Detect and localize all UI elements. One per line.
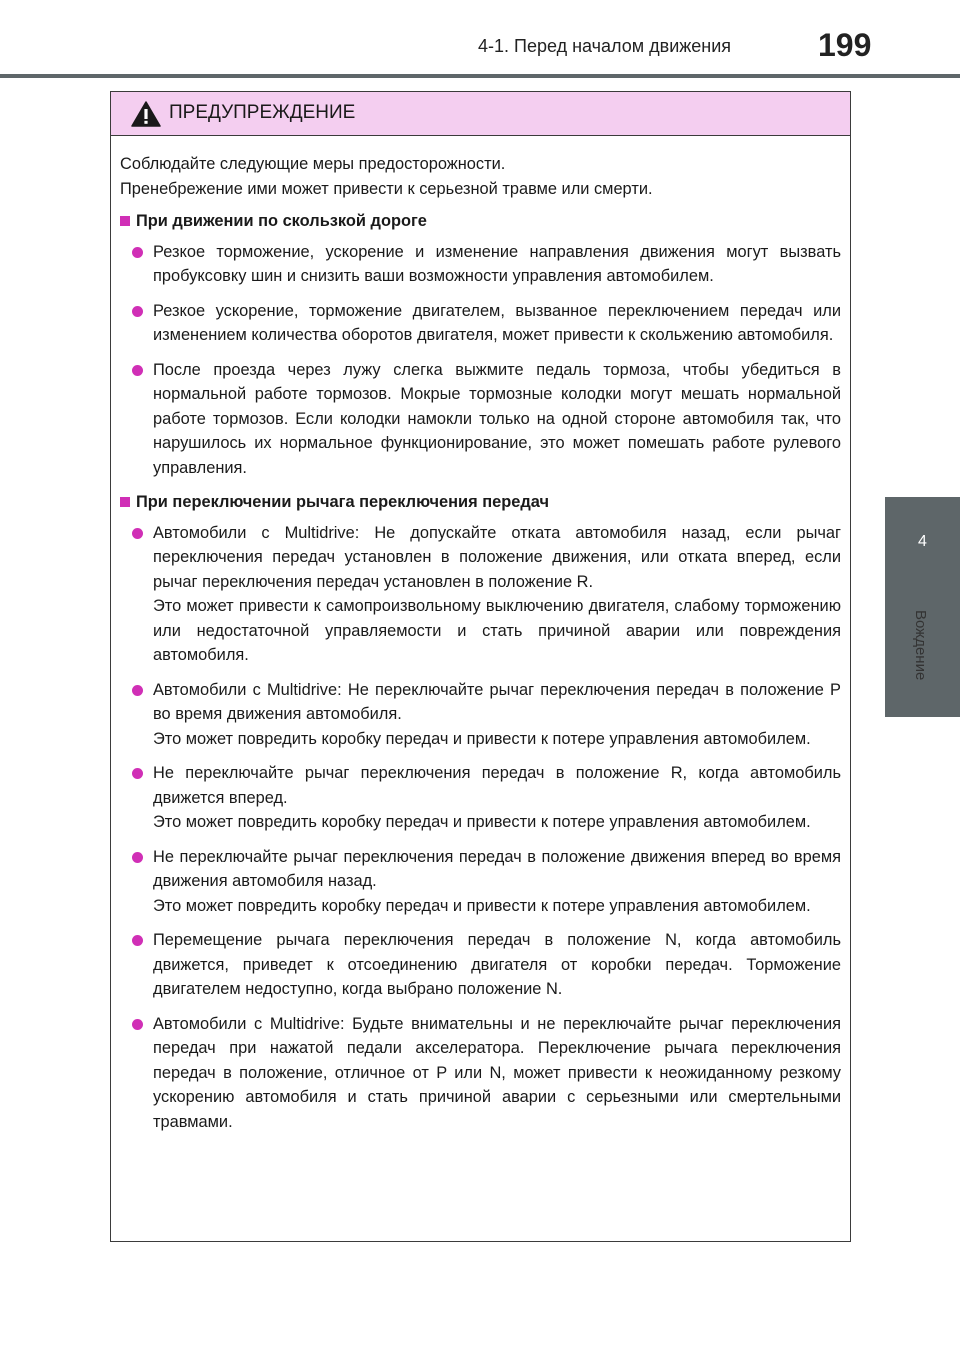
- warning-body: [111, 136, 850, 1134]
- bullet-consequence: Это может повредить коробку передач и привести к потере управления автомобилем.: [153, 896, 811, 915]
- chapter-tab: [885, 497, 960, 717]
- header-rule: [0, 74, 960, 78]
- bullet-dot-icon: [132, 528, 143, 539]
- bullet-item: [120, 358, 841, 481]
- bullet-dot-icon: [132, 1019, 143, 1030]
- bullet-text: Резкое ускорение, торможение двигателем, вызванное переключением передач или изменением количества оборотов двигателя, может привести к скольжению автомобиля.: [153, 301, 841, 344]
- bullet-dot-icon: [132, 852, 143, 863]
- section-heading-text: При движении по скользкой дороге: [136, 212, 427, 230]
- bullet-item: [120, 678, 841, 752]
- bullet-item: [120, 240, 841, 289]
- bullet-dot-icon: [132, 685, 143, 696]
- section-heading: [120, 209, 841, 234]
- bullet-dot-icon: [132, 935, 143, 946]
- bullet-dot-icon: [132, 306, 143, 317]
- page-number: 199: [818, 27, 872, 63]
- bullet-text: Автомобили с Multidrive: Будьте внимательны и не переключайте рычаг переключения передач при нажатой педали акселератора. Переключение рычага переключения передач в положение, отличное от P или N, может привести к неожиданному резкому ускорению автомобиля и стать причиной аварии с серьезными или смертельными травмами.: [153, 1014, 841, 1131]
- warning-box: [110, 91, 851, 1242]
- bullet-consequence: Это может повредить коробку передач и привести к потере управления автомобилем.: [153, 813, 811, 831]
- bullet-dot-icon: [132, 768, 143, 779]
- section-heading: [120, 490, 841, 515]
- bullet-text: Автомобили с Multidrive: Не переключайте рычаг переключения передач в положение P во время движения автомобиля.: [153, 680, 841, 723]
- bullet-item: [120, 1012, 841, 1135]
- section-square-icon: [120, 216, 130, 226]
- bullet-text: Резкое торможение, ускорение и изменение направления движения могут вызвать пробуксовку шин и снизить ваши возможности управления автомобилем.: [153, 242, 841, 285]
- intro-line: Пренебрежение ими может привести к серьезной травме или смерти.: [120, 179, 653, 198]
- bullet-text: Автомобили с Multidrive: Не допускайте отката автомобиля назад, если рычаг переключения передач установлен в положение движения, или отката вперед, если рычаг переключения передач установлен в положение R.: [153, 523, 841, 591]
- warning-header: [111, 92, 850, 136]
- bullet-item: [120, 845, 841, 919]
- header-section-title: 4-1. Перед началом движения: [478, 36, 732, 56]
- bullet-item: [120, 521, 841, 668]
- section-square-icon: [120, 497, 130, 507]
- bullet-text: Перемещение рычага переключения передач в положение N, когда автомобиль движется, приведет к отсоединению двигателя от коробки передач. Торможение двигателем недоступно, когда выбрано положение N.: [153, 931, 841, 998]
- bullet-dot-icon: [132, 365, 143, 376]
- bullet-dot-icon: [132, 247, 143, 258]
- bullet-text: Не переключайте рычаг переключения передач в положение R, когда автомобиль движется вперед.: [153, 764, 841, 807]
- chapter-number: 4: [918, 533, 927, 550]
- intro-line: Соблюдайте следующие меры предосторожности.: [120, 155, 506, 173]
- bullet-consequence: Это может привести к самопроизвольному выключению двигателя, слабому торможению или недостаточной управляемости и стать причиной аварии или повреждения автомобиля.: [153, 597, 841, 664]
- bullet-consequence: Это может повредить коробку передач и привести к потере управления автомобилем.: [153, 729, 811, 748]
- warning-title: ПРЕДУПРЕЖДЕНИЕ: [169, 102, 356, 123]
- bullet-text: Не переключайте рычаг переключения передач в положение движения вперед во время движения автомобиля назад.: [153, 847, 841, 890]
- bullet-text: После проезда через лужу слегка выжмите педаль тормоза, чтобы убедиться в нормальной работе тормозов. Мокрые тормозные колодки могут мешать нормальной работе тормозов. Если колодки намокли только на одной стороне автомобиля так, что нарушилось их нормальное функционирование, это может помешать работе рулевого управления.: [153, 360, 841, 477]
- bullet-item: [120, 761, 841, 835]
- warning-triangle-icon: [131, 101, 161, 132]
- bullet-item: [120, 299, 841, 348]
- section-heading-text: При переключении рычага переключения передач: [136, 493, 549, 511]
- chapter-label: Вождение: [912, 610, 929, 681]
- bullet-item: [120, 928, 841, 1002]
